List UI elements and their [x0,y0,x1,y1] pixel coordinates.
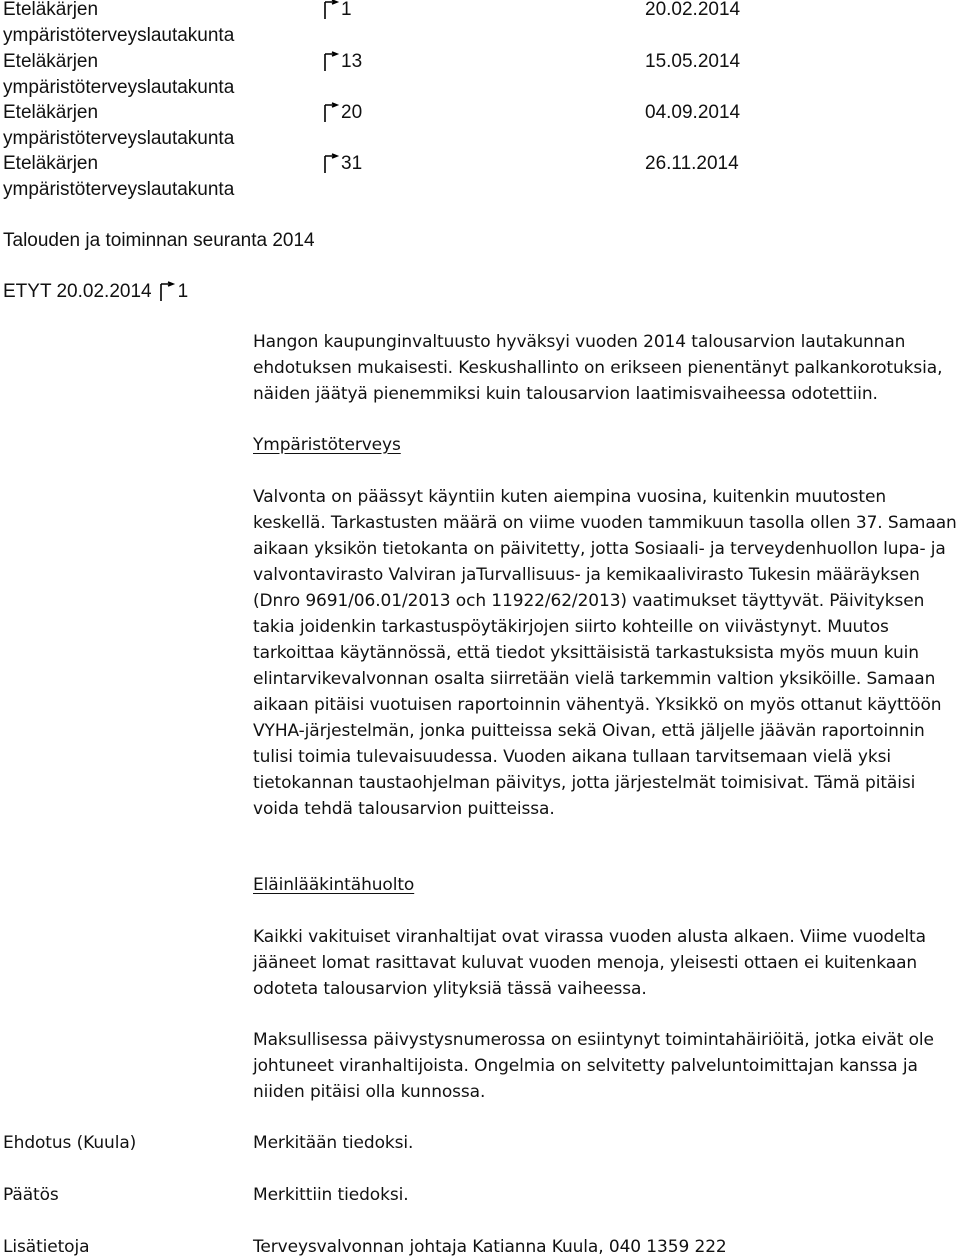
paragraph-veterinary-staff: Kaikki vakituiset viranhaltijat ovat virassa vuoden alusta alkaen. Viime vuodelta jääneet lomat rasittavat kuluvat vuoden menoja, yleisesti ottaen ei kuitenkaan odoteta talousarvion ylityksiä tässä vaiheessa. [253,927,926,999]
etyt-number[interactable]: 1 [177,281,189,302]
meeting-org: Eteläkärjen [3,153,99,174]
meeting-date: 04.09.2014 [645,102,741,123]
etyt-code: ETYT 20.02.2014 [3,281,152,302]
info-label: Lisätietoja [3,1237,90,1257]
meeting-row [0,152,960,204]
link-arrow-icon[interactable] [322,50,340,74]
meeting-org-cont: ympäristöterveyslautakunta [3,25,235,46]
meeting-org-cont: ympäristöterveyslautakunta [3,128,235,149]
meeting-org-cont: ympäristöterveyslautakunta [3,179,235,200]
proposal-value: Merkitään tiedoksi. [253,1133,414,1153]
decision-value: Merkittiin tiedoksi. [253,1185,409,1205]
link-arrow-icon[interactable] [322,0,340,22]
meeting-org-cont: ympäristöterveyslautakunta [3,77,235,98]
meeting-date: 20.02.2014 [645,0,741,20]
meeting-org: Eteläkärjen [3,102,99,123]
meeting-number[interactable]: 1 [341,0,352,20]
meeting-date: 15.05.2014 [645,51,741,72]
paragraph-environmental-health: Valvonta on päässyt käyntiin kuten aiempina vuosina, kuitenkin muutosten keskellä. Tarkastusten määrä on viime vuoden tammikuun tasolla ollen 37. Samaan aikaan yksikön tietokanta on päivitetty, jotta Sosiaali- ja terveydenhuollon lupa- ja valvontavirasto Valviran jaTurvallisuus- ja kemikaalivirasto Tukesin määräyksen (Dnro 9691/06.01/2013 och 11922/62/2013) vaatimukset täyttyvät. Päivityksen takia joidenkin tarkastuspöytäkirjojen siirto kohteille on viivästynyt. Muutos tarkoittaa käytännössä, että tiedot yksittäisistä tarkastuksista myös muun kuin elintarvikevalvonnan osalta siirretään vielä tarkemmin valtion yksiköille. Samaan aikaan pitäisi vuotuisen raportoinnin vähentyä. Yksikkö on myös ottanut käyttöön VYHA-järjestelmän, jonka puitteissa sekä Oivan, että jäljelle jäävän raportoinnin tulisi toimia tulevaisuudessa. Vuoden aikana tullaan tarvitsemaan vielä yksi tietokannan taustaohjelman päivitys, jotta järjestelmät toimisivat. Tämä pitäisi voida tehdä talousarvion puitteissa. [253,487,957,819]
meeting-row [0,101,960,153]
info-value: Terveysvalvonnan johtaja Katianna Kuula, 040 1359 222 [253,1237,727,1257]
meeting-date: 26.11.2014 [645,153,739,174]
meeting-number[interactable]: 13 [341,51,363,72]
section-title: Talouden ja toiminnan seuranta 2014 [3,230,315,251]
link-arrow-icon[interactable] [158,280,176,304]
paragraph-duty-number: Maksullisessa päivystysnumerossa on esiintynyt toimintahäiriöitä, jotka eivät ole johtuneet viranhaltijoista. Ongelmia on selvitetty palveluntoimittajan kanssa ja niiden pitäisi olla kunnossa. [253,1030,934,1102]
decision-label: Päätös [3,1185,59,1205]
meeting-number[interactable]: 31 [341,153,363,174]
link-arrow-icon[interactable] [322,101,340,125]
meeting-row [0,0,960,50]
meeting-number[interactable]: 20 [341,102,363,123]
link-arrow-icon[interactable] [322,152,340,176]
etyt-reference [3,280,188,304]
paragraph-budget: Hangon kaupunginvaltuusto hyväksyi vuoden 2014 talousarvion lautakunnan ehdotuksen mukaisesti. Keskushallinto on erikseen pienentänyt palkankorotuksia, näiden jäätyä pienemmiksi kuin talousarvion laatimisvaiheessa odotettiin. [253,332,943,404]
meeting-org: Eteläkärjen [3,0,99,20]
heading-veterinary-care: Eläinlääkintähuolto [253,875,415,895]
proposal-label: Ehdotus (Kuula) [3,1133,137,1153]
meeting-row [0,50,960,102]
heading-environmental-health: Ympäristöterveys [253,435,401,455]
meeting-org: Eteläkärjen [3,51,99,72]
